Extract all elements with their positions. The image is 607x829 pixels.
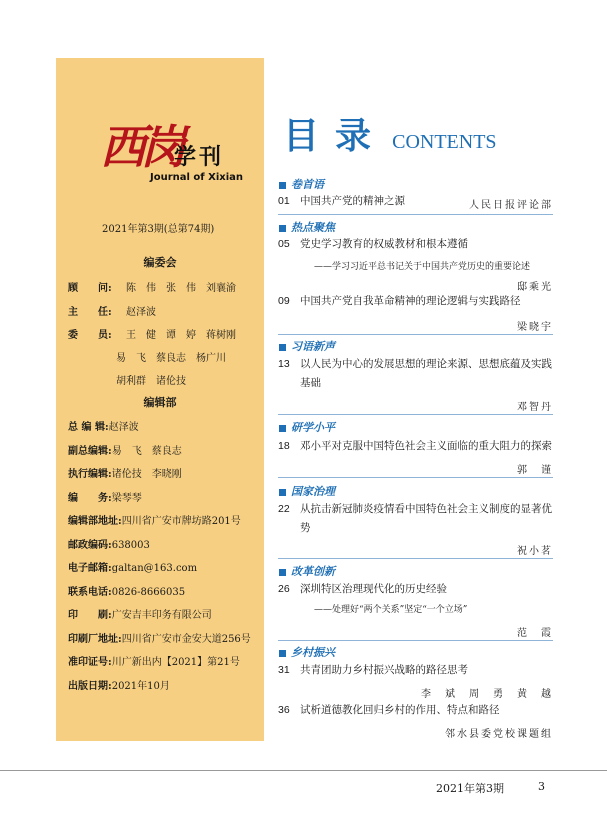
toc-entry[interactable]: 13 以人民为中心的发展思想的理论来源、思想底蕴及实践基础 [278,358,552,389]
phone-row: 联系电话:0826-8666035 [68,587,186,598]
masthead-panel [56,58,264,741]
entry-subtitle: ——学习习近平总书记关于中国共产党历史的重要论述 [314,262,531,272]
square-bullet-icon [279,225,286,232]
permit-row: 准印证号:川广新出内【2021】第21号 [68,657,240,668]
toc-entry[interactable]: 05 党史学习教育的权威教材和根本遵循 [278,238,468,250]
email-row: 电子邮箱:galtan@163.com [68,563,198,574]
divider [278,334,553,335]
toc-entry[interactable]: 01 中国共产党的精神之源 [278,195,405,207]
logo-english: Journal of Xixian [150,172,244,183]
divider [278,640,553,641]
footer-rule [0,770,607,771]
entry-author: 梁晓宇 [517,322,553,333]
toc-entry[interactable]: 36 试析道德教化回归乡村的作用、特点和路径 [278,704,500,716]
dept-title: 编辑部 [143,396,177,409]
entry-author: 邻水县委党校课题组 [445,729,553,740]
divider [278,558,553,559]
toc-title-en: CONTENTS [392,131,497,153]
toc-heading [283,108,497,159]
committee-title: 编委会 [143,256,177,269]
address-row: 编辑部地址:四川省广安市牌坊路201号 [68,516,241,527]
footer-issue: 2021年第3期 [436,782,504,795]
toc-entry[interactable]: 31 共青团助力乡村振兴战略的路径思考 [278,664,468,676]
journal-logo [100,120,244,190]
square-bullet-icon [279,425,286,432]
date-row: 出版日期:2021年10月 [68,681,170,692]
toc-entry[interactable]: 09 中国共产党自我革命精神的理论逻辑与实践路径 [278,295,521,307]
postcode-row: 邮政编码:638003 [68,540,150,551]
toc-title-cn: 目录 [283,116,388,157]
divider [278,414,553,415]
members-line-3: 胡利群 诸伦技 [116,376,186,387]
section-yanxuexiaoping: 研学小平 [279,419,335,435]
entry-author: 范 霞 [517,628,553,639]
toc-entry[interactable]: 18 邓小平对克服中国特色社会主义面临的重大阻力的探索 [278,440,552,452]
entry-author: 祝小茗 [517,546,553,557]
factory-row: 印刷厂地址:四川省广安市金安大道256号 [68,634,251,645]
square-bullet-icon [279,489,286,496]
square-bullet-icon [279,569,286,576]
members-line-2: 易 飞 蔡良志 杨广川 [116,353,226,364]
entry-subtitle: ——处理好“两个关系”坚定“一个立场” [314,605,468,615]
entry-author: 人民日报评论部 [469,200,553,211]
page-number: 3 [538,780,545,793]
exec-row: 执行编辑:诸伦技 李晓刚 [68,469,182,480]
chief-row: 总 编 辑:赵泽波 [68,422,139,433]
deputy-row: 副总编辑:易 飞 蔡良志 [68,446,182,457]
divider [278,477,553,478]
members-row: 委 员: 王 健 谭 婷 蒋树刚 [68,330,236,341]
section-xiyuxinsheng: 习语新声 [279,338,335,354]
section-redianjujiao: 热点聚焦 [279,219,335,235]
divider [278,214,553,215]
entry-author: 李 斌 周 勇 黄 越 [421,689,553,700]
issue-number: 2021年第3期(总第74期) [102,224,215,235]
entry-author: 郭 谨 [517,465,553,476]
advisors-row: 顾 问: 陈 伟 张 伟 刘襄渝 [68,283,236,294]
printer-row: 印 刷:广安吉丰印务有限公司 [68,610,212,621]
section-xiangcunzhenxing: 乡村振兴 [279,644,335,660]
square-bullet-icon [279,182,286,189]
square-bullet-icon [279,344,286,351]
entry-author: 邓智丹 [517,402,553,413]
logo-title: 学刊 [174,144,225,170]
director-row: 主 任: 赵泽波 [68,307,156,318]
section-guojiazhili: 国家治理 [279,483,335,499]
logo-calligraphy: 西岗 [100,120,180,174]
toc-entry[interactable]: 26 深圳特区治理现代化的历史经验 [278,583,447,595]
square-bullet-icon [279,650,286,657]
editor-row: 编 务:梁琴琴 [68,493,142,504]
toc-entry[interactable]: 22 从抗击新冠肺炎疫情看中国特色社会主义制度的显著优势 [278,503,552,534]
section-gaigechuangxin: 改革创新 [279,563,335,579]
section-juanshouyu: 卷首语 [279,176,324,192]
entry-author: 邸乘光 [517,282,553,293]
